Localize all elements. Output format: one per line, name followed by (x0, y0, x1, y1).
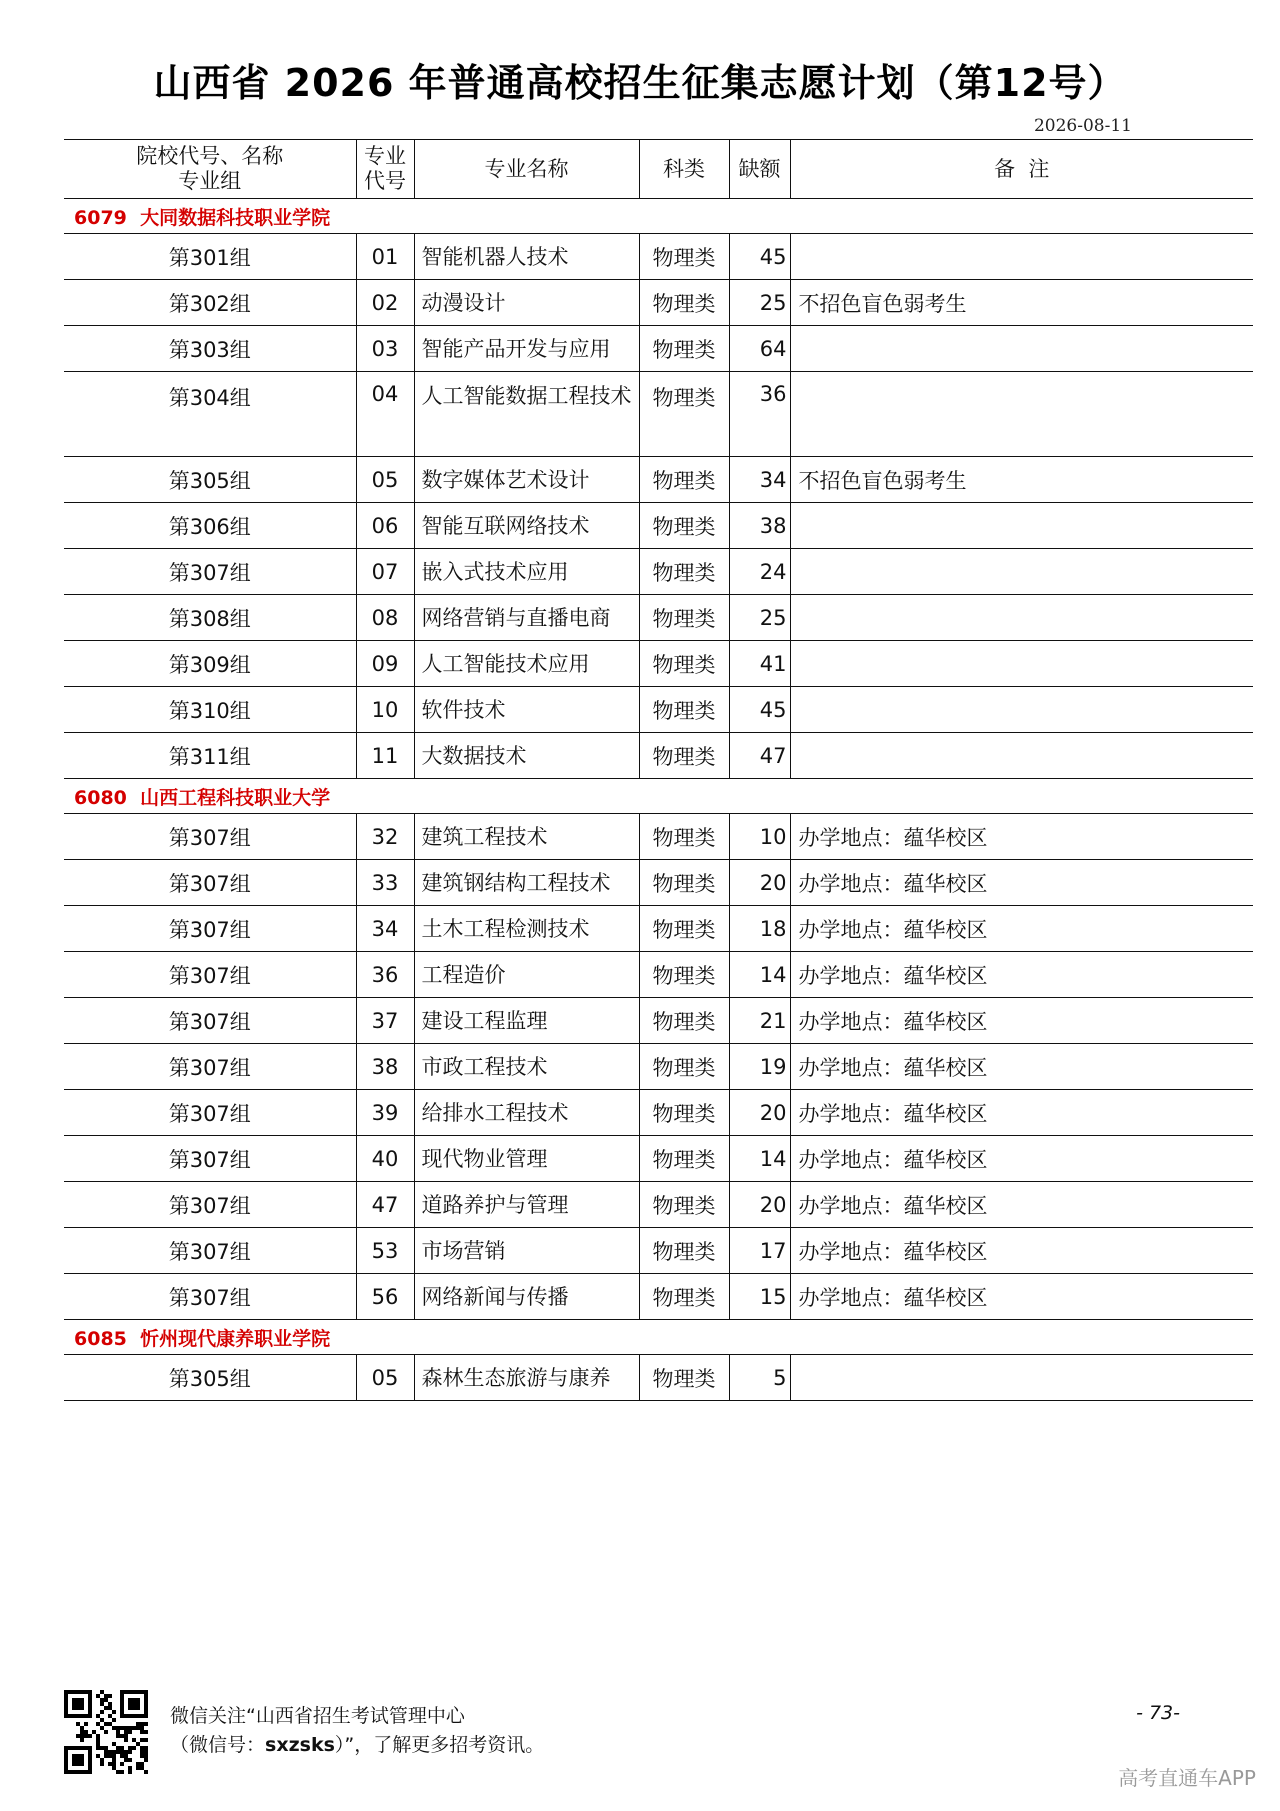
quota-cell: 25 (729, 280, 790, 326)
category-cell: 物理类 (639, 234, 729, 280)
group-cell: 第302组 (64, 280, 356, 326)
major-name-cell: 市政工程技术 (414, 1044, 639, 1090)
code-cell: 03 (356, 326, 414, 372)
group-cell: 第307组 (64, 952, 356, 998)
category-cell: 物理类 (639, 733, 729, 779)
table-row (64, 998, 1253, 1044)
quota-cell: 45 (729, 234, 790, 280)
table-row (64, 687, 1253, 733)
code-cell: 34 (356, 906, 414, 952)
table-row (64, 1228, 1253, 1274)
quota-cell: 64 (729, 326, 790, 372)
category-cell: 物理类 (639, 1274, 729, 1320)
table-header-row (64, 140, 1253, 199)
footer-line2-prefix: （微信号： (170, 1734, 266, 1756)
major-name-cell: 大数据技术 (414, 733, 639, 779)
code-cell: 05 (356, 457, 414, 503)
major-name-cell: 土木工程检测技术 (414, 906, 639, 952)
table-row (64, 1136, 1253, 1182)
quota-cell: 18 (729, 906, 790, 952)
code-cell: 01 (356, 234, 414, 280)
qr-code (64, 1690, 148, 1774)
major-name-cell: 工程造价 (414, 952, 639, 998)
table-row (64, 641, 1253, 687)
table-row (64, 234, 1253, 280)
quota-cell: 17 (729, 1228, 790, 1274)
quota-cell: 41 (729, 641, 790, 687)
note-cell: 办学地点：蕴华校区 (790, 998, 1253, 1044)
header-group (64, 140, 356, 199)
category-cell: 物理类 (639, 1044, 729, 1090)
category-cell: 物理类 (639, 1136, 729, 1182)
group-cell: 第307组 (64, 998, 356, 1044)
category-cell: 物理类 (639, 372, 729, 457)
table-row (64, 1274, 1253, 1320)
table-row (64, 1044, 1253, 1090)
note-cell: 办学地点：蕴华校区 (790, 1044, 1253, 1090)
header-quota: 缺额 (729, 140, 790, 199)
note-cell: 办学地点：蕴华校区 (790, 952, 1253, 998)
quota-cell: 5 (729, 1355, 790, 1401)
major-name-cell: 人工智能数据工程技术 (414, 372, 639, 457)
note-cell (790, 503, 1253, 549)
quota-cell: 45 (729, 687, 790, 733)
major-name-cell: 数字媒体艺术设计 (414, 457, 639, 503)
major-name-cell: 现代物业管理 (414, 1136, 639, 1182)
group-cell: 第307组 (64, 1090, 356, 1136)
institution-label: 6080 山西工程科技职业大学 (64, 779, 1253, 814)
code-cell: 39 (356, 1090, 414, 1136)
note-cell: 办学地点：蕴华校区 (790, 1274, 1253, 1320)
footer-line1: 微信关注“山西省招生考试管理中心 (170, 1705, 465, 1727)
note-cell (790, 234, 1253, 280)
code-cell: 53 (356, 1228, 414, 1274)
code-cell: 06 (356, 503, 414, 549)
footer-notice (170, 1702, 544, 1760)
table-row (64, 1182, 1253, 1228)
note-cell (790, 641, 1253, 687)
quota-cell: 21 (729, 998, 790, 1044)
institution-label: 6085 忻州现代康养职业学院 (64, 1320, 1253, 1355)
group-cell: 第307组 (64, 906, 356, 952)
code-cell: 47 (356, 1182, 414, 1228)
quota-cell: 19 (729, 1044, 790, 1090)
code-cell: 38 (356, 1044, 414, 1090)
major-name-cell: 软件技术 (414, 687, 639, 733)
quota-cell: 36 (729, 372, 790, 457)
group-cell: 第307组 (64, 860, 356, 906)
major-name-cell: 森林生态旅游与康养 (414, 1355, 639, 1401)
code-cell: 07 (356, 549, 414, 595)
note-cell: 办学地点：蕴华校区 (790, 906, 1253, 952)
table-body (64, 199, 1253, 1401)
code-cell: 09 (356, 641, 414, 687)
note-cell: 不招色盲色弱考生 (790, 280, 1253, 326)
category-cell: 物理类 (639, 860, 729, 906)
group-cell: 第308组 (64, 595, 356, 641)
table-row (64, 1090, 1253, 1136)
category-cell: 物理类 (639, 687, 729, 733)
header-group-line2: 专业组 (178, 169, 242, 193)
table-row (64, 860, 1253, 906)
table-row (64, 457, 1253, 503)
code-cell: 04 (356, 372, 414, 457)
header-code-line1: 专业 (364, 144, 406, 168)
note-cell (790, 372, 1253, 457)
quota-cell: 20 (729, 1090, 790, 1136)
note-cell (790, 733, 1253, 779)
note-cell: 办学地点：蕴华校区 (790, 860, 1253, 906)
major-name-cell: 建设工程监理 (414, 998, 639, 1044)
major-name-cell: 智能机器人技术 (414, 234, 639, 280)
category-cell: 物理类 (639, 1228, 729, 1274)
footer-line2-suffix: ）”，了解更多招考资讯。 (334, 1734, 545, 1756)
table-row (64, 814, 1253, 860)
header-code (356, 140, 414, 199)
institution-row (64, 779, 1253, 814)
category-cell: 物理类 (639, 1355, 729, 1401)
page-title: 山西省 2026 年普通高校招生征集志愿计划（第12号） (153, 61, 1127, 105)
code-cell: 05 (356, 1355, 414, 1401)
major-name-cell: 人工智能技术应用 (414, 641, 639, 687)
category-cell: 物理类 (639, 952, 729, 998)
quota-cell: 38 (729, 503, 790, 549)
major-name-cell: 网络新闻与传播 (414, 1274, 639, 1320)
institution-row (64, 1320, 1253, 1355)
group-cell: 第307组 (64, 1182, 356, 1228)
header-group-line1: 院校代号、名称 (136, 144, 284, 168)
category-cell: 物理类 (639, 457, 729, 503)
table-row (64, 503, 1253, 549)
quota-cell: 15 (729, 1274, 790, 1320)
note-cell (790, 687, 1253, 733)
major-name-cell: 网络营销与直播电商 (414, 595, 639, 641)
institution-row (64, 199, 1253, 234)
note-cell: 办学地点：蕴华校区 (790, 1090, 1253, 1136)
major-name-cell: 道路养护与管理 (414, 1182, 639, 1228)
major-name-cell: 动漫设计 (414, 280, 639, 326)
major-name-cell: 智能互联网络技术 (414, 503, 639, 549)
major-name-cell: 市场营销 (414, 1228, 639, 1274)
category-cell: 物理类 (639, 549, 729, 595)
code-cell: 40 (356, 1136, 414, 1182)
group-cell: 第307组 (64, 1274, 356, 1320)
code-cell: 56 (356, 1274, 414, 1320)
group-cell: 第301组 (64, 234, 356, 280)
quota-cell: 25 (729, 595, 790, 641)
category-cell: 物理类 (639, 641, 729, 687)
qr-code-image (64, 1690, 148, 1774)
code-cell: 37 (356, 998, 414, 1044)
group-cell: 第307组 (64, 1136, 356, 1182)
group-cell: 第304组 (64, 372, 356, 457)
enrollment-plan-table (64, 139, 1253, 1401)
header-name: 专业名称 (414, 140, 639, 199)
table-row (64, 906, 1253, 952)
code-cell: 02 (356, 280, 414, 326)
major-name-cell: 建筑钢结构工程技术 (414, 860, 639, 906)
group-cell: 第307组 (64, 814, 356, 860)
group-cell: 第307组 (64, 549, 356, 595)
category-cell: 物理类 (639, 326, 729, 372)
code-cell: 33 (356, 860, 414, 906)
major-name-cell: 给排水工程技术 (414, 1090, 639, 1136)
quota-cell: 14 (729, 952, 790, 998)
group-cell: 第310组 (64, 687, 356, 733)
note-cell (790, 1355, 1253, 1401)
header-code-line2: 代号 (364, 169, 406, 193)
code-cell: 36 (356, 952, 414, 998)
table-row (64, 1355, 1253, 1401)
group-cell: 第305组 (64, 457, 356, 503)
page-number: - 73- (1136, 1702, 1180, 1724)
quota-cell: 20 (729, 860, 790, 906)
code-cell: 08 (356, 595, 414, 641)
table-row (64, 326, 1253, 372)
quota-cell: 14 (729, 1136, 790, 1182)
group-cell: 第309组 (64, 641, 356, 687)
note-cell (790, 326, 1253, 372)
table-row (64, 549, 1253, 595)
category-cell: 物理类 (639, 814, 729, 860)
category-cell: 物理类 (639, 1090, 729, 1136)
category-cell: 物理类 (639, 998, 729, 1044)
major-name-cell: 建筑工程技术 (414, 814, 639, 860)
group-cell: 第307组 (64, 1228, 356, 1274)
watermark: 高考直通车APP (1118, 1766, 1256, 1790)
major-name-cell: 智能产品开发与应用 (414, 326, 639, 372)
note-cell (790, 549, 1253, 595)
category-cell: 物理类 (639, 1182, 729, 1228)
header-note: 备 注 (790, 140, 1253, 199)
note-cell (790, 595, 1253, 641)
group-cell: 第306组 (64, 503, 356, 549)
table-row (64, 280, 1253, 326)
table-row (64, 733, 1253, 779)
footer-line2 (170, 1731, 544, 1760)
group-cell: 第303组 (64, 326, 356, 372)
group-cell: 第307组 (64, 1044, 356, 1090)
institution-label: 6079 大同数据科技职业学院 (64, 199, 1253, 234)
group-cell: 第311组 (64, 733, 356, 779)
quota-cell: 10 (729, 814, 790, 860)
table-row (64, 952, 1253, 998)
code-cell: 10 (356, 687, 414, 733)
note-cell: 办学地点：蕴华校区 (790, 814, 1253, 860)
major-name-cell: 嵌入式技术应用 (414, 549, 639, 595)
category-cell: 物理类 (639, 906, 729, 952)
table-row (64, 595, 1253, 641)
group-cell: 第305组 (64, 1355, 356, 1401)
note-cell: 办学地点：蕴华校区 (790, 1136, 1253, 1182)
note-cell: 办学地点：蕴华校区 (790, 1228, 1253, 1274)
quota-cell: 24 (729, 549, 790, 595)
note-cell: 不招色盲色弱考生 (790, 457, 1253, 503)
quota-cell: 20 (729, 1182, 790, 1228)
quota-cell: 34 (729, 457, 790, 503)
quota-cell: 47 (729, 733, 790, 779)
table-row (64, 372, 1253, 457)
wechat-id: sxzsks (265, 1734, 335, 1756)
category-cell: 物理类 (639, 280, 729, 326)
category-cell: 物理类 (639, 503, 729, 549)
code-cell: 32 (356, 814, 414, 860)
publish-date: 2026-08-11 (1033, 116, 1132, 136)
note-cell: 办学地点：蕴华校区 (790, 1182, 1253, 1228)
header-category: 科类 (639, 140, 729, 199)
code-cell: 11 (356, 733, 414, 779)
category-cell: 物理类 (639, 595, 729, 641)
